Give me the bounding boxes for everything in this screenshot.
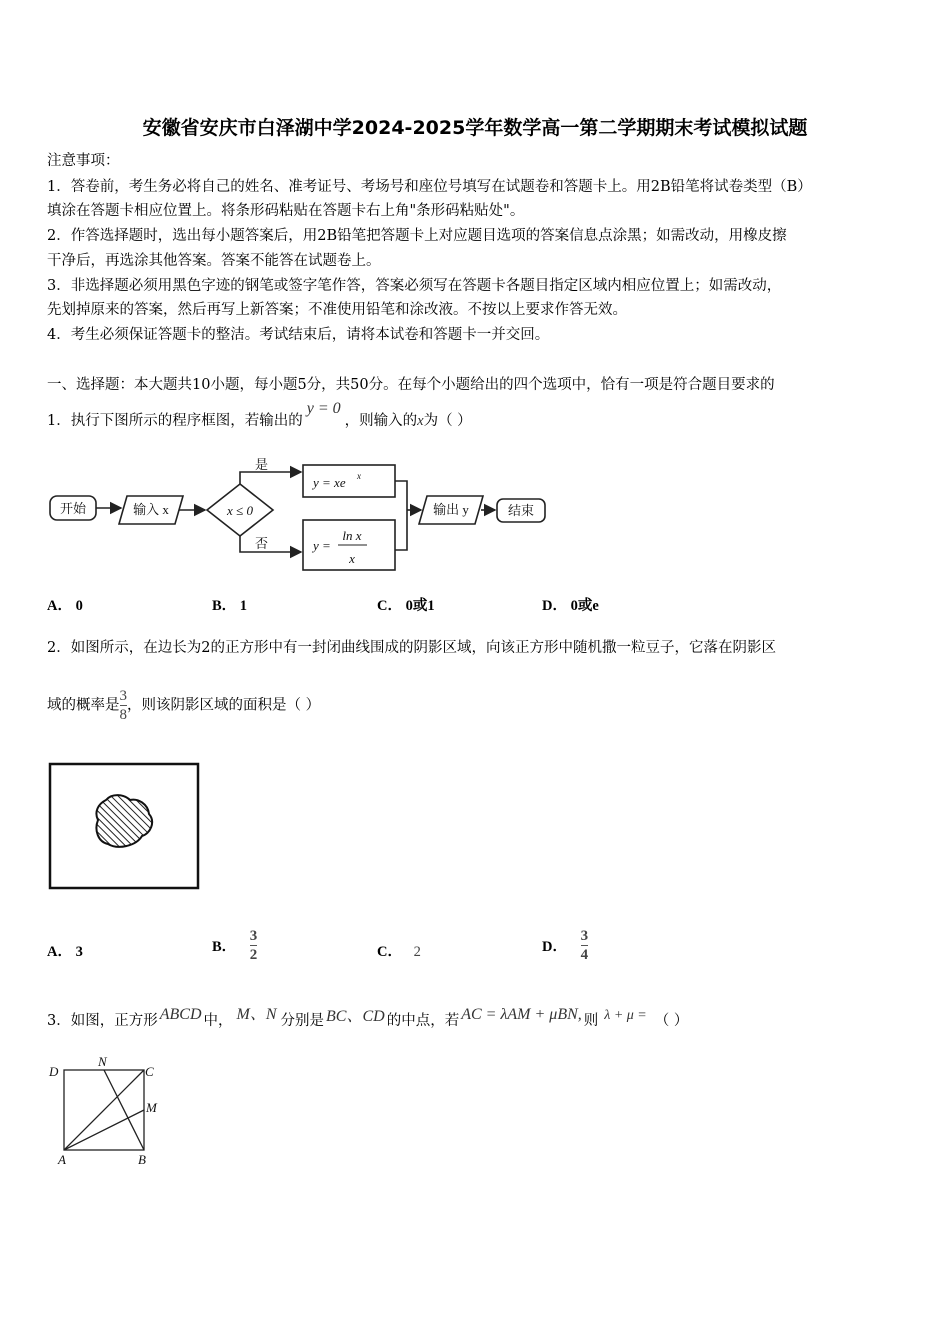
question-3: 3．如图，正方形 ABCD 中， M、N 分别是 BC、CD 的中点，若 AC = λAM + μBN, 则 λ + μ = （ ） (47, 1006, 689, 1029)
q1-text: 1．执行下图所示的程序框图，若输出的 (47, 413, 303, 429)
question-1 (47, 400, 472, 432)
q1-var: x (417, 413, 424, 429)
question-2-line1: 2．如图所示，在边长为2的正方形中有一封闭曲线围成的阴影区域，向该正方形中随机撒一粒豆子，它落在阴影区 (47, 640, 776, 656)
q2-prob-fraction: $\frac{3}{8}$ (119, 688, 127, 723)
label-d: D (49, 1064, 59, 1079)
question-2-line2 (47, 688, 320, 723)
notice-heading: 注意事项： (47, 153, 120, 169)
label-b: B (138, 1152, 146, 1166)
q2-option-c[interactable]: C． 2 (377, 944, 421, 960)
flow-input-label: 输入 x (133, 502, 169, 517)
q2-text-2: ，则该阴影区域的面积是（ ） (127, 697, 321, 714)
section-heading: 一、选择题：本大题共10小题，每小题5分，共50分。在每个小题给出的四个选项中，恰有一项是符合题目要求的 (47, 377, 775, 393)
flow-no-label: 否 (255, 536, 269, 551)
label-m: M (146, 1100, 157, 1115)
flow-end-label: 结束 (507, 503, 535, 518)
q3-bccd: BC、CD (326, 1008, 385, 1025)
notice-line: 1．答卷前，考生务必将自己的姓名、准考证号、考场号和座位号填写在试题卷和答题卡上。用2B铅笔将试卷类型（B） (47, 179, 812, 195)
q2-option-d[interactable]: D． $\frac{3}{4}$ (542, 928, 589, 963)
flow-yes-formula: y = xe (313, 475, 346, 490)
q1-option-d[interactable]: D． 0或e (542, 598, 599, 614)
label-n: N (98, 1054, 107, 1069)
shaded-region (96, 795, 152, 847)
notice-line: 4．考生必须保证答题卡的整洁。考试结束后，请将本试卷和答题卡一并交回。 (47, 327, 550, 343)
q3-abcd: ABCD (159, 1006, 202, 1023)
q1-option-c[interactable]: C． 0或1 (377, 598, 435, 614)
q2-option-b[interactable]: B． $\frac{3}{2}$ (212, 928, 258, 963)
notice-line: 先划掉原来的答案，然后再写上新答案；不准使用铅笔和涂改液。不按以上要求作答无效。 (47, 302, 627, 318)
flow-cond-label: x ≤ 0 (227, 503, 253, 518)
flow-yes-exp: x (357, 471, 361, 481)
label-a: A (58, 1152, 66, 1166)
q1-text-2: ，则输入的 (344, 413, 418, 429)
q3-mn: M、N (236, 1006, 277, 1023)
q3-equation: AC = λAM + μBN, (461, 1006, 582, 1023)
q2-square-figure (46, 760, 206, 892)
q1-text-3: 为（ ） (423, 413, 472, 429)
notice-line: 填涂在答题卡相应位置上。将条形码粘贴在答题卡右上角"条形码粘贴处"。 (47, 203, 525, 219)
flowchart (45, 452, 565, 577)
notice-line: 2．作答选择题时，选出每小题答案后，用2B铅笔把答题卡上对应题目选项的答案信息点涂黑；如需改动，用橡皮擦 (47, 228, 787, 244)
q2-option-a[interactable]: A． 3 (47, 944, 83, 960)
flow-no-lhs: y = (313, 538, 331, 553)
notice-line: 干净后，再选涂其他答案。答案不能答在试题卷上。 (47, 253, 381, 269)
flow-no-num: ln x (342, 528, 362, 543)
q2-text: 域的概率是 (47, 697, 120, 714)
flow-output-label: 输出 y (433, 502, 469, 517)
q3-square-figure (44, 1054, 164, 1166)
q1-option-a[interactable]: A． 0 (47, 598, 83, 614)
q1-math: y = 0 (306, 400, 341, 417)
label-c: C (145, 1064, 154, 1079)
notice-line: 3．非选择题必须用黑色字迹的钢笔或签字笔作答，答案必须写在答题卡各题目指定区域内相应位置上；如需改动， (47, 278, 782, 294)
page-title: 安徽省安庆市白泽湖中学2024-2025学年数学高一第二学期期末考试模拟试题 (142, 117, 808, 139)
flow-no-den: x (349, 551, 355, 566)
q3-sum: λ + μ = (604, 1008, 647, 1023)
q1-option-b[interactable]: B． 1 (212, 598, 248, 614)
flow-yes-label: 是 (255, 457, 269, 472)
flow-start-label: 开始 (59, 501, 87, 516)
